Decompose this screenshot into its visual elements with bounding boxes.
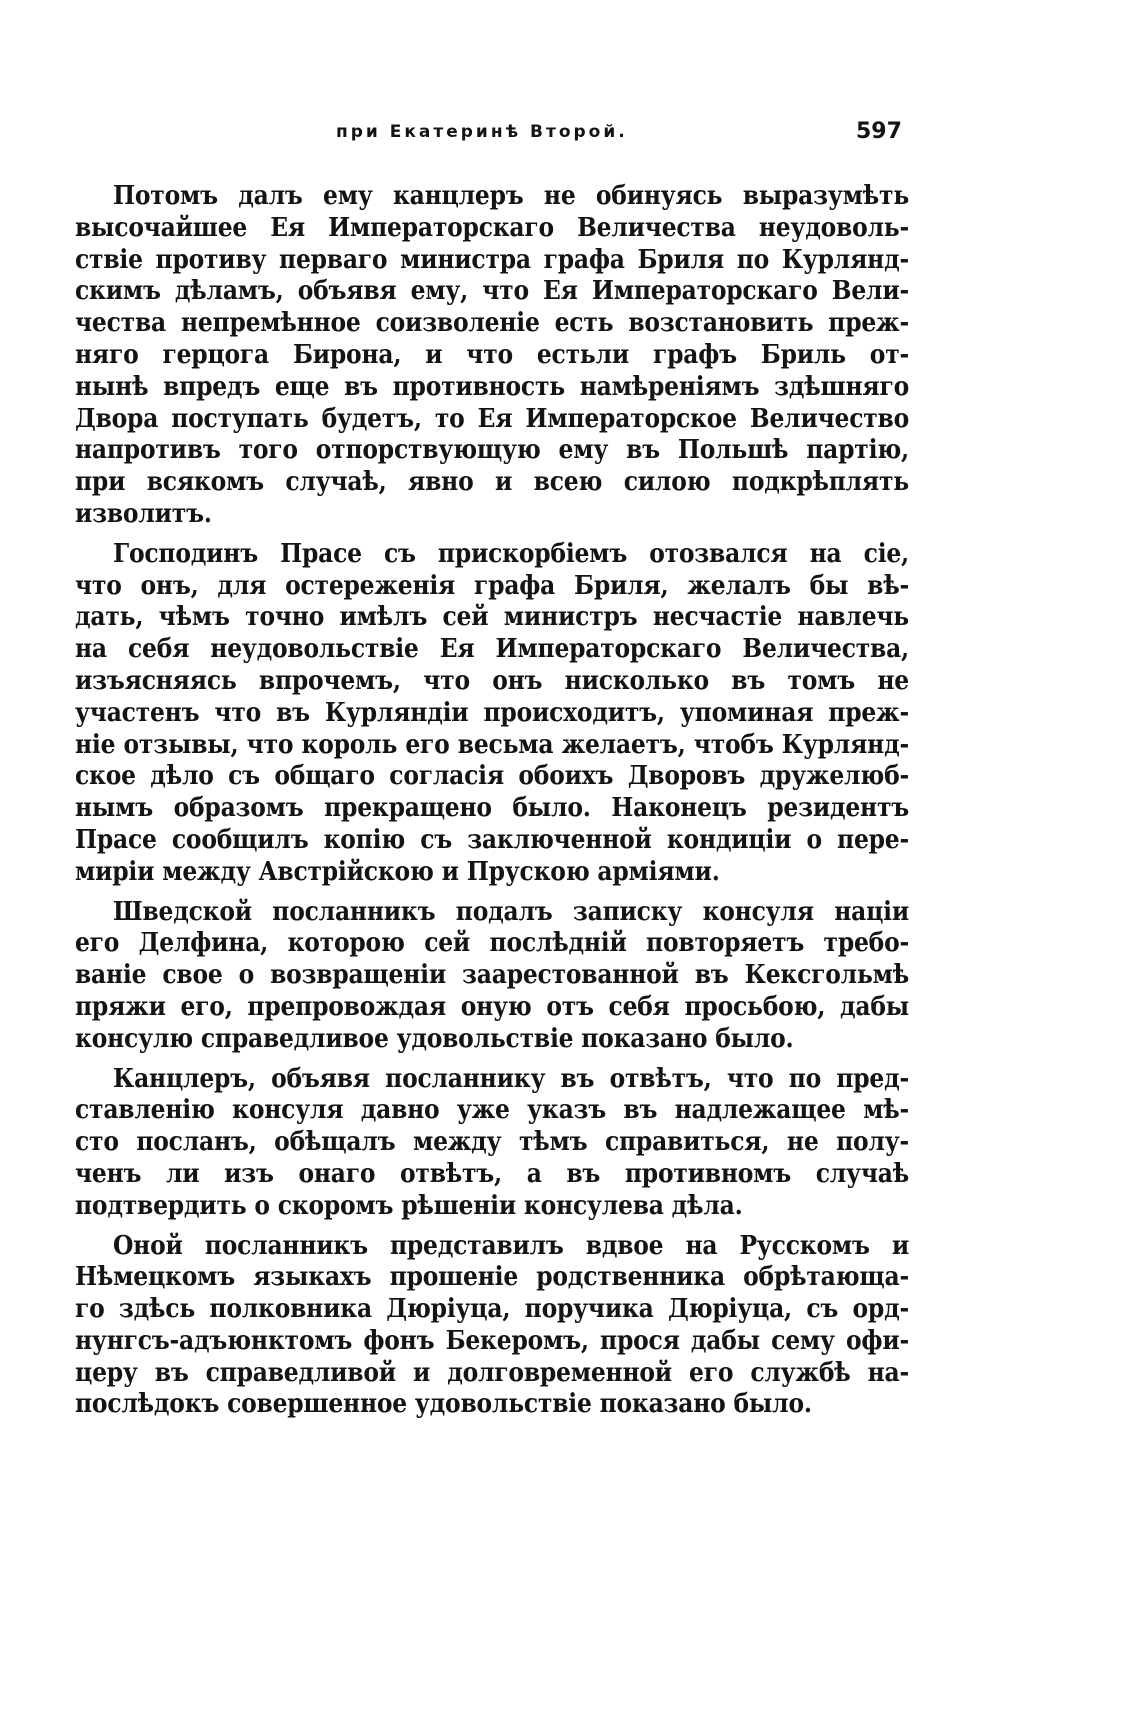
text-line: чества непремѣнное соизволеніе есть возстановить преж- (75, 308, 909, 339)
page-number: 597 (856, 119, 902, 144)
paragraph (75, 897, 909, 1056)
text-line: Оной посланникъ представилъ вдвое на Русскомъ и (113, 1230, 909, 1261)
text-line: Двора поступать будетъ, то Ея Императорское Величество (75, 403, 909, 434)
text-line: Нѣмецкомъ языкахъ прошеніе родственника обрѣтающа- (75, 1262, 909, 1293)
text-line: ское дѣло съ общаго согласія обоихъ Дворовъ дружелюб- (75, 761, 909, 792)
text-line: Господинъ Прасе съ прискорбіемъ отозвался на сіе, (113, 538, 909, 569)
text-line: ставленію консуля давно уже указъ въ надлежащее мѣ- (75, 1095, 909, 1126)
text-line: его Делфина, которою сей послѣдній повторяетъ требо- (75, 928, 909, 959)
text-line: Шведской посланникъ подалъ записку консуля націи (113, 896, 909, 927)
text-line: нунгсъ-адъюнктомъ фонъ Бекеромъ, прося дабы сему офи- (75, 1325, 909, 1356)
paragraph (75, 539, 909, 889)
paragraph (75, 181, 909, 531)
text-line: Канцлеръ, объявя посланнику въ отвѣтъ, что по пред- (113, 1063, 909, 1094)
text-line: изъясняясь впрочемъ, что онъ нисколько въ томъ не (75, 665, 909, 696)
text-line: подтвердить о скоромъ рѣшеніи консулева дѣла. (75, 1190, 743, 1221)
text-line: нымъ образомъ прекращено было. Наконецъ резидентъ (75, 793, 909, 824)
text-line: няго герцога Бирона, и что естьли графъ Бриль от- (75, 339, 909, 370)
text-line: послѣдокъ совершенное удовольствіе показано было. (75, 1389, 812, 1420)
text-line: нынѣ впредъ еще въ противность намѣреніямъ здѣшняго (75, 371, 909, 402)
text-line: дать, чѣмъ точно имѣлъ сей министръ несчастіе навлечь (75, 602, 909, 633)
text-line: скимъ дѣламъ, объявя ему, что Ея Императорскаго Вели- (75, 276, 909, 307)
running-title: при Екатеринѣ Второй. (336, 122, 628, 142)
text-line: при всякомъ случаѣ, явно и всею силою подкрѣплять (75, 467, 909, 498)
text-line: церу въ справедливой и долговременной его службѣ на- (75, 1357, 909, 1388)
paragraph (75, 1064, 909, 1223)
text-line: Прасе сообщилъ копію съ заключенной кондиціи о пере- (75, 824, 909, 855)
text-line: Потомъ далъ ему канцлеръ не обинуясь выразумѣть (113, 181, 909, 211)
text-line: пряжи его, препровождая оную отъ себя просьбою, дабы (75, 991, 909, 1022)
text-line: го здѣсь полковника Дюріуца, поручика Дюріуца, съ орд- (75, 1294, 909, 1325)
text-line: ніе отзывы, что король его весьма желаетъ, чтобъ Курлянд- (75, 729, 909, 760)
text-line: миріи между Австрійскою и Прускою арміями. (75, 856, 720, 887)
running-head (0, 119, 1140, 152)
text-line: ствіе противу перваго министра графа Бриля по Курлянд- (75, 244, 909, 275)
text-line: изволитъ. (75, 498, 212, 529)
text-line: ченъ ли изъ онаго отвѣтъ, а въ противномъ случаѣ (75, 1158, 909, 1189)
text-line: напротивъ того отпорствующую ему въ Польшѣ партію, (75, 435, 909, 466)
text-line: участенъ что въ Курляндіи происходитъ, упоминая преж- (75, 697, 909, 728)
text-line: ваніе свое о возвращеніи заарестованной въ Кексгольмѣ (75, 960, 909, 991)
body-text (75, 181, 909, 1429)
text-line: что онъ, для остереженія графа Бриля, желалъ бы вѣ- (75, 570, 909, 601)
paragraph (75, 1231, 909, 1422)
text-line: сто посланъ, обѣщалъ между тѣмъ справиться, не полу- (75, 1127, 909, 1158)
text-line: высочайшее Ея Императорскаго Величества неудоволь- (75, 212, 909, 243)
text-line: консулю справедливое удовольствіе показано было. (75, 1023, 794, 1054)
text-line: на себя неудовольствіе Ея Императорскаго Величества, (75, 634, 909, 665)
